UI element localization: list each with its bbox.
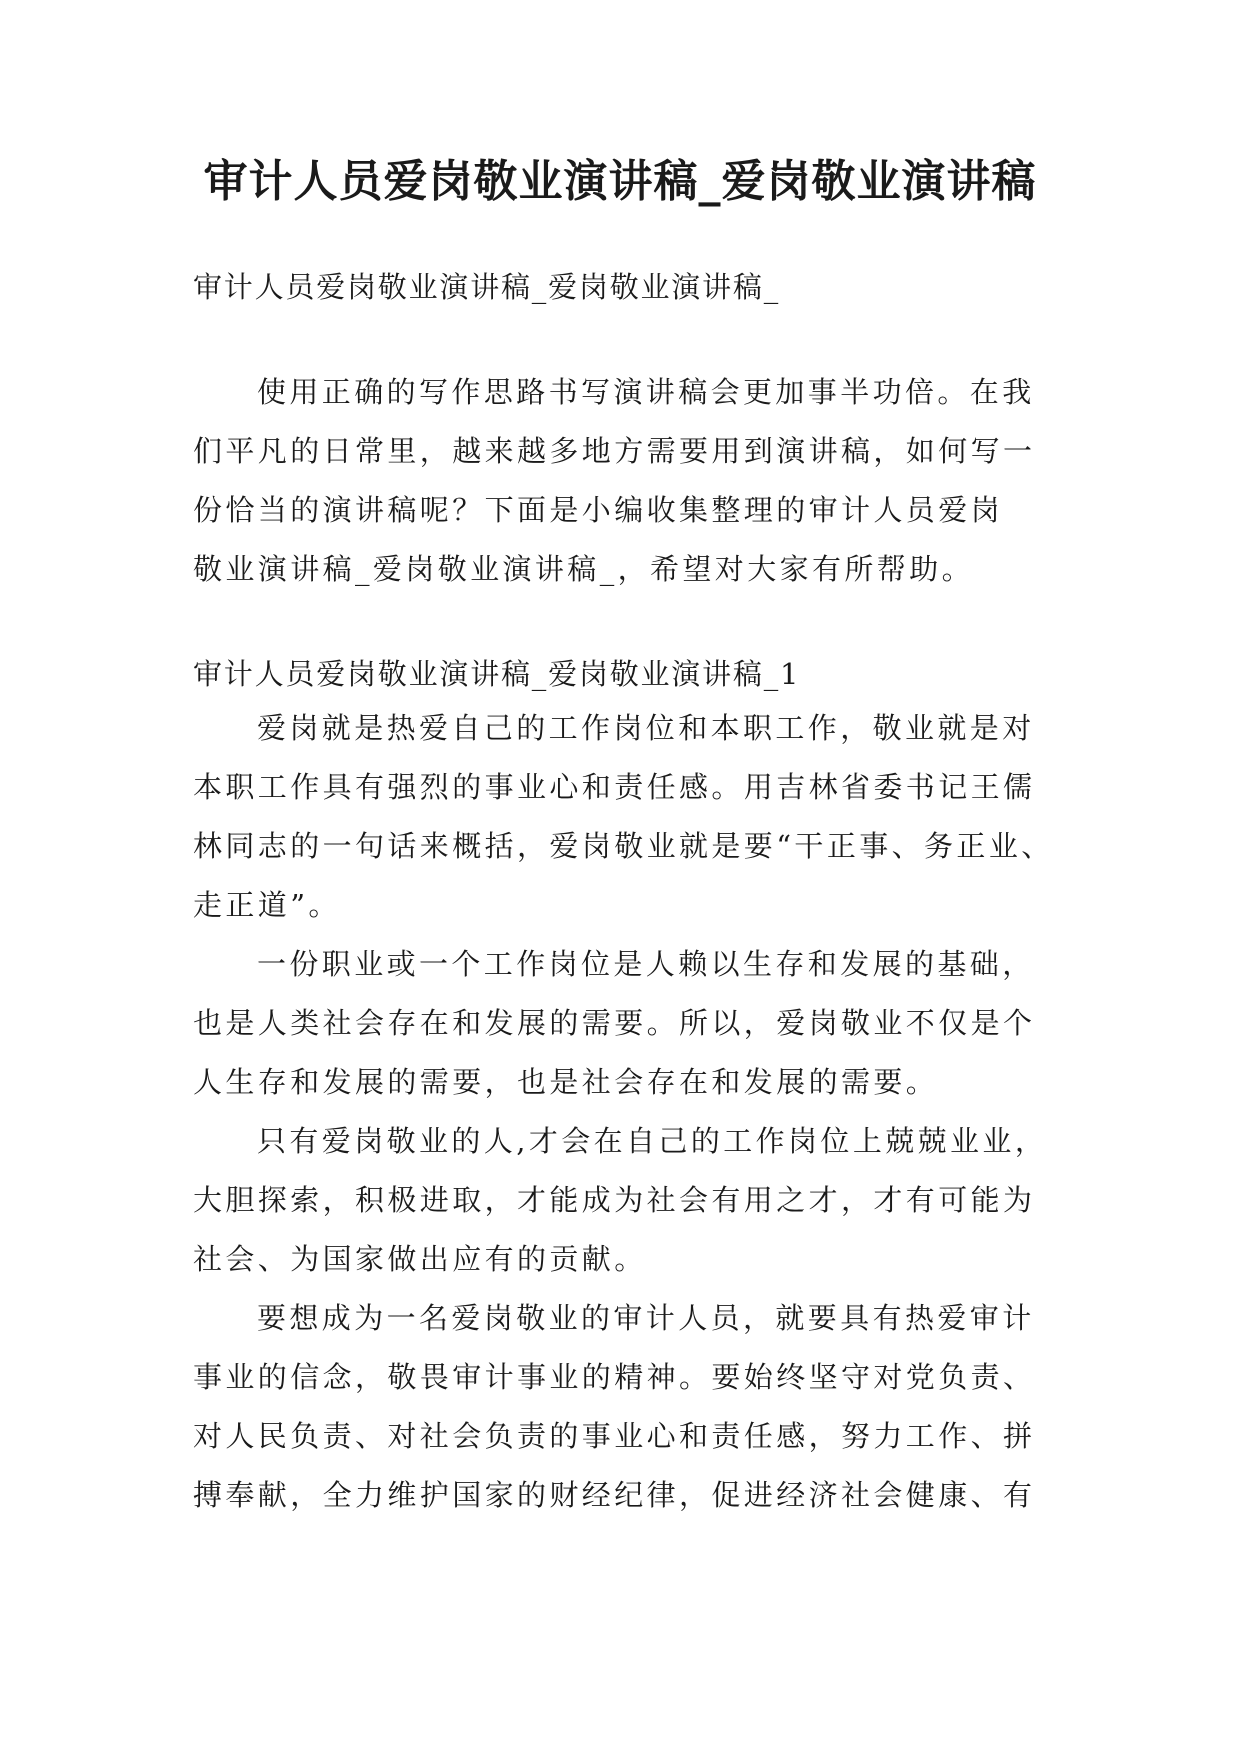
paragraph-line: 本职工作具有强烈的事业心和责任感。用吉林省委书记王儒 bbox=[193, 770, 1036, 804]
paragraph-line: 一份职业或一个工作岗位是人赖以生存和发展的基础， bbox=[257, 947, 1035, 981]
paragraph-line: 社会、为国家做出应有的贡献。 bbox=[193, 1242, 647, 1276]
paragraph-line: 事业的信念，敬畏审计事业的精神。要始终坚守对党负责、 bbox=[193, 1360, 1036, 1394]
document-title: 审计人员爱岗敬业演讲稿_爱岗敬业演讲稿 bbox=[203, 156, 1037, 207]
paragraph-line: 大胆探索，积极进取，才能成为社会有用之才，才有可能为 bbox=[193, 1183, 1036, 1217]
paragraph-line: 也是人类社会存在和发展的需要。所以，爱岗敬业不仅是个 bbox=[193, 1006, 1036, 1040]
intro-line: 使用正确的写作思路书写演讲稿会更加事半功倍。在我 bbox=[257, 375, 1035, 409]
intro-line: 们平凡的日常里，越来越多地方需要用到演讲稿，如何写一 bbox=[193, 434, 1036, 468]
paragraph-line: 搏奉献，全力维护国家的财经纪律，促进经济社会健康、有 bbox=[193, 1478, 1036, 1512]
paragraph-line: 要想成为一名爱岗敬业的审计人员，就要具有热爱审计 bbox=[257, 1301, 1035, 1335]
paragraph-line: 走正道”。 bbox=[193, 888, 341, 922]
intro-line: 份恰当的演讲稿呢？下面是小编收集整理的审计人员爱岗 bbox=[193, 493, 1004, 527]
paragraph-line: 只有爱岗敬业的人,才会在自己的工作岗位上兢兢业业， bbox=[257, 1124, 1048, 1158]
paragraph-line: 人生存和发展的需要，也是社会存在和发展的需要。 bbox=[193, 1065, 939, 1099]
section-heading: 审计人员爱岗敬业演讲稿_爱岗敬业演讲稿_1 bbox=[193, 657, 801, 691]
paragraph-line: 爱岗就是热爱自己的工作岗位和本职工作，敬业就是对 bbox=[257, 711, 1035, 745]
paragraph-line: 对人民负责、对社会负责的事业心和责任感，努力工作、拼 bbox=[193, 1419, 1036, 1453]
document-subtitle: 审计人员爱岗敬业演讲稿_爱岗敬业演讲稿_ bbox=[193, 270, 781, 304]
paragraph-line: 林同志的一句话来概括，爱岗敬业就是要“干正事、务正业、 bbox=[193, 829, 1054, 863]
intro-line: 敬业演讲稿_爱岗敬业演讲稿_，希望对大家有所帮助。 bbox=[193, 552, 975, 586]
